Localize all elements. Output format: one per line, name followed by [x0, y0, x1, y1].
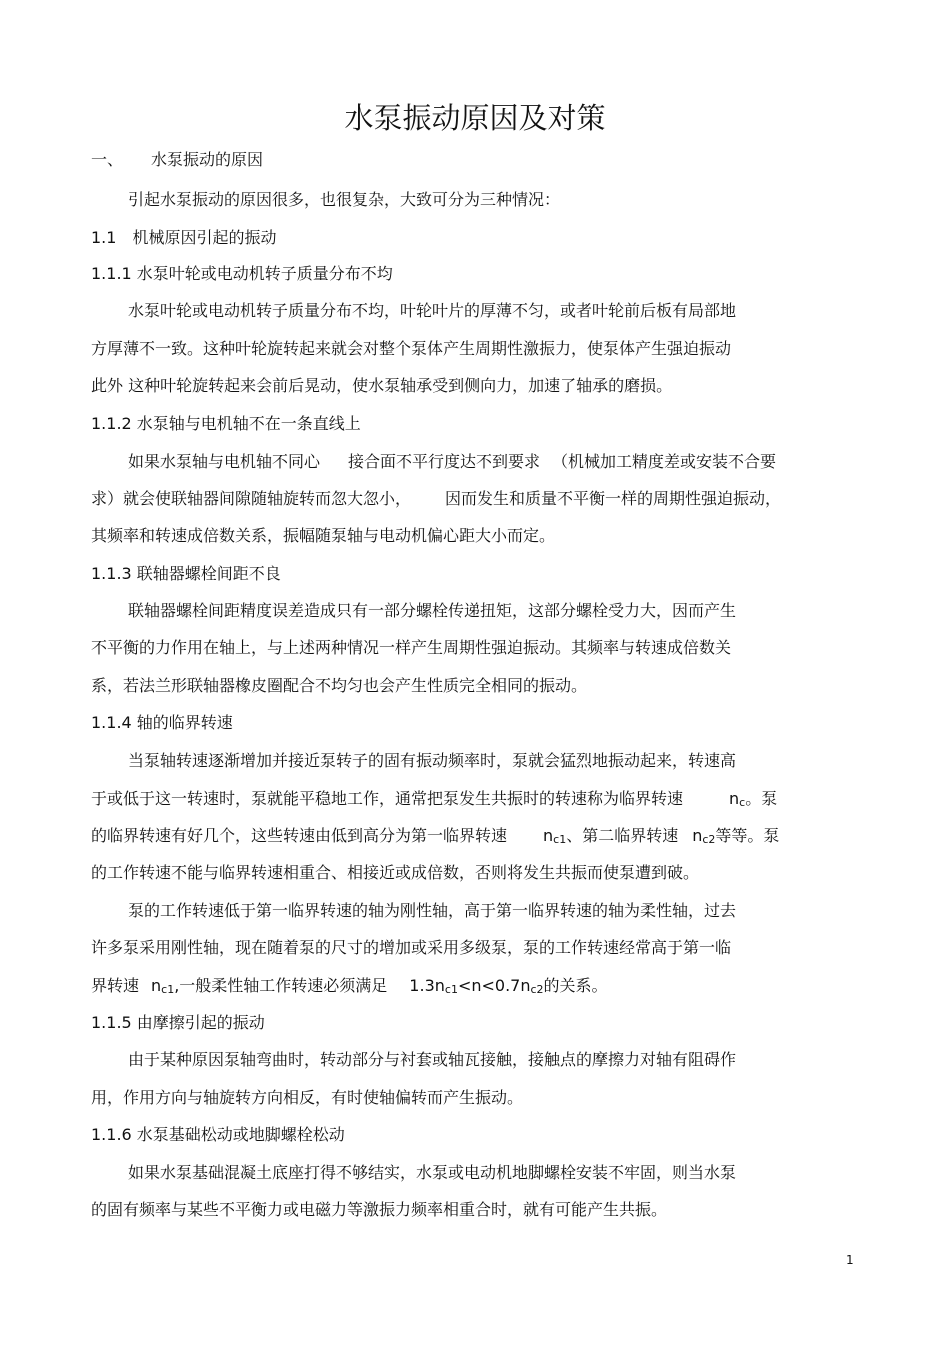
paragraph-line: 用，作用方向与轴旋转方向相反，有时使轴偏转而产生振动。 [91, 1088, 524, 1107]
paragraph-line: 由于某种原因泵轴弯曲时，转动部分与衬套或轴瓦接触，接触点的摩擦力对轴有阻碍作 [128, 1050, 737, 1069]
text-segment: 、第二临界转速 [566, 826, 679, 845]
subscript: c1 [161, 983, 175, 996]
paragraph-line: 如果水泵基础混凝土底座打得不够结实，水泵或电动机地脚螺栓安装不牢固，则当水泵 [128, 1163, 737, 1182]
text-segment: （机械加工精度差或安装不合要 [552, 452, 777, 471]
paragraph-line: 泵的工作转速低于第一临界转速的轴为刚性轴，高于第一临界转速的轴为柔性轴，过去 [128, 901, 737, 920]
text-segment: 界转速 [91, 976, 140, 995]
paragraph-line: 方厚薄不一致。这种叶轮旋转起来就会对整个泵体产生周期性激振力，使泵体产生强迫振动 [91, 339, 732, 358]
formula: 1.3n [409, 976, 445, 995]
intro-paragraph: 引起水泵振动的原因很多，也很复杂，大致可分为三种情况： [128, 190, 561, 209]
formula: <n<0.7n [457, 976, 531, 995]
paragraph-line: 的工作转速不能与临界转速相重合、相接近或成倍数，否则将发生共振而使泵遭到破。 [91, 863, 700, 882]
section-title: 机械原因引起的振动 [132, 228, 277, 247]
subscript: c2 [530, 983, 544, 996]
text-segment: 于或低于这一转速时，泵就能平稳地工作，通常把泵发生共振时的转速称为临界转速 [91, 789, 684, 808]
text-segment: 。泵 [745, 789, 778, 808]
text-segment: 因而发生和质量不平衡一样的周期性强迫振动， [445, 489, 782, 508]
document-title: 水泵振动原因及对策 [344, 101, 606, 135]
paragraph-line [91, 974, 608, 1002]
subscript: c2 [702, 833, 716, 846]
paragraph-line: 水泵叶轮或电动机转子质量分布不均，叶轮叶片的厚薄不匀，或者叶轮前后板有局部地 [128, 301, 737, 320]
section-number: 一、 [91, 150, 124, 169]
paragraph-line [91, 787, 777, 815]
paragraph-line: 许多泵采用刚性轴，现在随着泵的尺寸的增加或采用多级泵，泵的工作转速经常高于第一临 [91, 938, 732, 957]
page-number: 1 [846, 1253, 854, 1267]
section-heading-1-1-5: 1.1.5 由摩擦引起的振动 [91, 1013, 265, 1032]
section-heading-1-1-4: 1.1.4 轴的临界转速 [91, 713, 233, 732]
symbol-n: n [729, 789, 740, 808]
subscript: c1 [553, 833, 567, 846]
symbol-n: n [692, 826, 703, 845]
paragraph-line: 的固有频率与某些不平衡力或电磁力等激振力频率相重合时，就有可能产生共振。 [91, 1200, 668, 1219]
text-segment: 接合面不平行度达不到要求 [348, 452, 541, 471]
section-heading-1-1-1: 1.1.1 水泵叶轮或电动机转子质量分布不均 [91, 264, 393, 283]
section-heading-1 [91, 148, 263, 172]
subscript: c [739, 796, 746, 809]
paragraph-line: 其频率和转速成倍数关系，振幅随泵轴与电动机偏心距大小而定。 [91, 526, 556, 545]
paragraph-line: 系，若法兰形联轴器橡皮圈配合不均匀也会产生性质完全相同的振动。 [91, 676, 588, 695]
text-segment: 求）就会使联轴器间隙随轴旋转而忽大忽小， [91, 489, 412, 508]
section-heading-1-1-3: 1.1.3 联轴器螺栓间距不良 [91, 564, 281, 583]
subscript: c1 [444, 983, 458, 996]
text-segment: ,一般柔性轴工作转速必须满足 [174, 976, 388, 995]
paragraph-line: 联轴器螺栓间距精度误差造成只有一部分螺栓传递扭矩，这部分螺栓受力大，因而产生 [128, 601, 737, 620]
paragraph-line: 此外 这种叶轮旋转起来会前后晃动，使水泵轴承受到侧向力，加速了轴承的磨损。 [91, 376, 673, 395]
section-heading-1-1-2: 1.1.2 水泵轴与电机轴不在一条直线上 [91, 414, 361, 433]
symbol-n: n [151, 976, 162, 995]
paragraph-line: 不平衡的力作用在轴上，与上述两种情况一样产生周期性强迫振动。其频率与转速成倍数关 [91, 638, 732, 657]
symbol-n: n [543, 826, 554, 845]
section-heading-1-1 [91, 226, 276, 250]
text-segment: 等等。泵 [715, 826, 780, 845]
section-title: 水泵振动的原因 [151, 150, 264, 169]
section-number: 1.1 [91, 228, 117, 247]
paragraph-line [128, 450, 776, 474]
section-heading-1-1-6: 1.1.6 水泵基础松动或地脚螺栓松动 [91, 1125, 345, 1144]
paragraph-line [91, 824, 779, 852]
text-segment: 的临界转速有好几个，这些转速由低到高分为第一临界转速 [91, 826, 508, 845]
text-segment: 的关系。 [543, 976, 608, 995]
text-segment: 如果水泵轴与电机轴不同心 [128, 452, 321, 471]
paragraph-line [91, 487, 781, 511]
paragraph-line: 当泵轴转速逐渐增加并接近泵转子的固有振动频率时，泵就会猛烈地振动起来，转速高 [128, 751, 737, 770]
